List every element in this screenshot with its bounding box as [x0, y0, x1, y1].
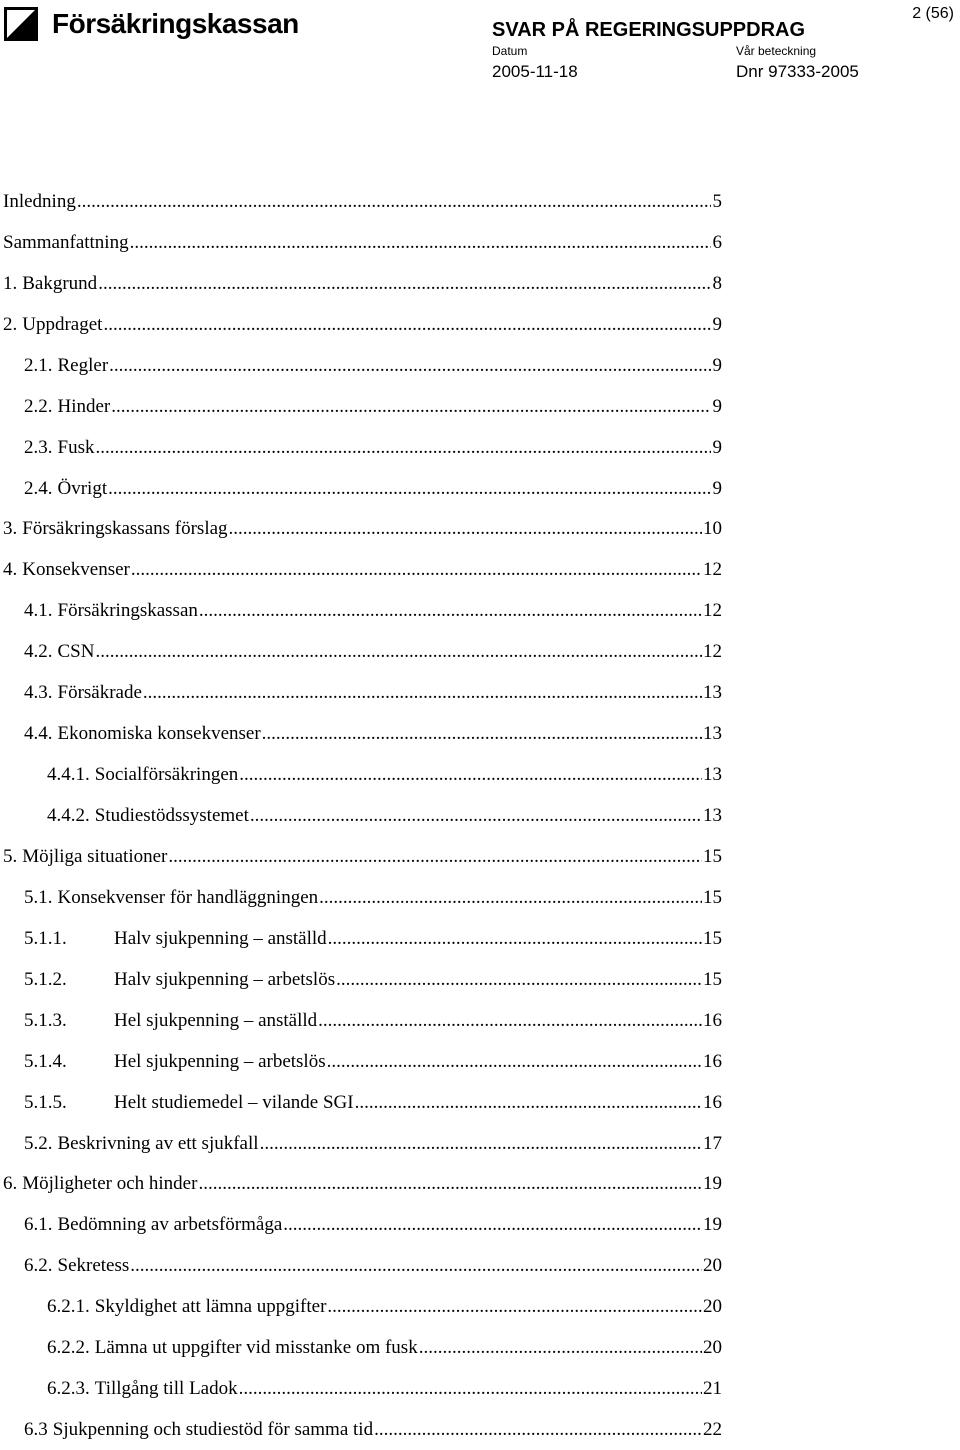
- toc-entry-page: 21: [703, 1378, 722, 1400]
- toc-entry-title: Lämna ut uppgifter vid misstanke om fusk: [94, 1337, 418, 1359]
- toc-dot-leader: [229, 519, 702, 538]
- page-number: 2 (56): [912, 5, 954, 22]
- toc-dot-leader: [130, 1256, 702, 1275]
- toc-entry-number: 2.1.: [24, 354, 53, 376]
- toc-entry-page: 16: [703, 1050, 722, 1072]
- toc-entry-title: Socialförsäkringen: [94, 764, 239, 786]
- toc-dot-leader: [143, 683, 702, 702]
- toc-entry[interactable]: [0, 877, 722, 918]
- toc-dot-leader: [260, 1134, 702, 1153]
- toc-entry[interactable]: [0, 468, 722, 509]
- toc-entry-number: 4.4.1.: [47, 764, 90, 786]
- toc-entry-title: Ekonomiska konsekvenser: [57, 723, 261, 745]
- toc-entry-page: 20: [703, 1337, 722, 1359]
- toc-entry-number: 5.1.1.: [24, 927, 67, 949]
- toc-entry-number: 6.2.3.: [47, 1378, 90, 1400]
- toc-entry-number: 6.3: [24, 1419, 48, 1441]
- toc-entry[interactable]: [0, 181, 722, 222]
- toc-entry-title: Sjukpenning och studiestöd för samma tid: [52, 1419, 374, 1441]
- toc-entry-page: 22: [703, 1419, 722, 1441]
- toc-entry-title: Försäkringskassan: [57, 600, 198, 622]
- toc-entry[interactable]: [0, 304, 722, 345]
- toc-entry[interactable]: [0, 959, 722, 1000]
- toc-dot-leader: [95, 642, 702, 661]
- toc-dot-leader: [239, 765, 702, 784]
- table-of-contents: [0, 181, 722, 1450]
- toc-dot-leader: [77, 192, 711, 211]
- date-label: Datum: [492, 44, 528, 58]
- toc-dot-leader: [109, 356, 711, 375]
- reference-value: Dnr 97333-2005: [736, 62, 859, 81]
- toc-entry[interactable]: [0, 427, 722, 468]
- toc-entry-page: 8: [712, 272, 722, 294]
- toc-entry-page: 9: [712, 354, 722, 376]
- toc-entry-number: 5.1.4.: [24, 1050, 67, 1072]
- toc-entry-page: 5: [712, 190, 722, 212]
- toc-entry[interactable]: [0, 509, 722, 550]
- logo-text: Försäkringskassan: [52, 8, 299, 39]
- toc-entry-title: Försäkrade: [57, 682, 142, 704]
- toc-dot-leader: [239, 1379, 702, 1398]
- toc-entry-page: 12: [703, 559, 722, 581]
- toc-entry-title: Övrigt: [57, 477, 108, 499]
- toc-entry-title: Helt studiemedel – vilande SGI: [114, 1091, 354, 1113]
- toc-entry[interactable]: [0, 1164, 722, 1205]
- toc-entry[interactable]: [0, 713, 722, 754]
- toc-dot-leader: [250, 806, 702, 825]
- toc-entry-title: Sekretess: [57, 1255, 130, 1277]
- toc-entry-number: 5.: [3, 845, 18, 867]
- toc-dot-leader: [108, 479, 711, 498]
- toc-entry-title: Bakgrund: [22, 272, 98, 294]
- toc-entry[interactable]: [0, 1123, 722, 1164]
- toc-entry-number: 2.2.: [24, 395, 53, 417]
- toc-entry-title: Möjligheter och hinder: [22, 1173, 198, 1195]
- toc-entry-page: 16: [703, 1009, 722, 1031]
- toc-entry-number: 4.4.: [24, 723, 53, 745]
- toc-entry-title: Studiestödssystemet: [94, 805, 249, 827]
- toc-entry-number: 6.1.: [24, 1214, 53, 1236]
- toc-entry-page: 9: [712, 313, 722, 335]
- toc-dot-leader: [355, 1093, 702, 1112]
- toc-entry[interactable]: [0, 1245, 722, 1286]
- toc-entry-page: 10: [703, 518, 722, 540]
- toc-entry-page: 13: [703, 805, 722, 827]
- toc-entry-title: Hel sjukpenning – arbetslös: [114, 1050, 326, 1072]
- toc-entry-page: 6: [712, 231, 722, 253]
- toc-entry-title: Möjliga situationer: [22, 845, 168, 867]
- reference-label: Vår beteckning: [736, 44, 817, 58]
- toc-entry-title: Konsekvenser för handläggningen: [57, 886, 319, 908]
- toc-entry[interactable]: [0, 1368, 722, 1409]
- toc-entry-page: 12: [703, 641, 722, 663]
- toc-entry-page: 13: [703, 723, 722, 745]
- toc-entry-title: Tillgång till Ladok: [94, 1378, 238, 1400]
- toc-entry-title: CSN: [57, 641, 95, 663]
- toc-entry[interactable]: [0, 1082, 722, 1123]
- toc-entry-page: 19: [703, 1173, 722, 1195]
- toc-entry-title: Fusk: [57, 436, 95, 458]
- toc-entry-number: 5.1.: [24, 886, 53, 908]
- toc-entry-title: Sammanfattning: [3, 231, 129, 253]
- toc-dot-leader: [328, 929, 702, 948]
- toc-entry-number: 4.1.: [24, 600, 53, 622]
- toc-dot-leader: [111, 397, 711, 416]
- toc-dot-leader: [103, 315, 711, 334]
- toc-entry-page: 13: [703, 764, 722, 786]
- toc-dot-leader: [336, 970, 702, 989]
- toc-entry-number: 2.: [3, 313, 18, 335]
- toc-entry-number: 6.2.: [24, 1255, 53, 1277]
- toc-entry-number: 5.1.2.: [24, 968, 67, 990]
- toc-dot-leader: [327, 1297, 702, 1316]
- toc-dot-leader: [318, 1011, 702, 1030]
- toc-entry-page: 12: [703, 600, 722, 622]
- toc-entry[interactable]: [0, 631, 722, 672]
- toc-entry-number: 6.: [3, 1173, 18, 1195]
- logo: [4, 4, 299, 44]
- toc-entry-title: Försäkringskassans förslag: [22, 518, 228, 540]
- toc-entry-title: Beskrivning av ett sjukfall: [57, 1132, 259, 1154]
- toc-dot-leader: [130, 233, 711, 252]
- toc-entry-title: Halv sjukpenning – anställd: [114, 927, 327, 949]
- toc-entry-page: 15: [703, 886, 722, 908]
- toc-entry-title: Bedömning av arbetsförmåga: [57, 1214, 283, 1236]
- toc-dot-leader: [95, 438, 711, 457]
- toc-entry-title: Hel sjukpenning – anställd: [114, 1009, 318, 1031]
- toc-entry-number: 5.2.: [24, 1132, 53, 1154]
- toc-entry-number: 2.4.: [24, 477, 53, 499]
- toc-entry[interactable]: [0, 795, 722, 836]
- toc-entry-page: 15: [703, 968, 722, 990]
- toc-entry[interactable]: [0, 918, 722, 959]
- toc-dot-leader: [98, 274, 711, 293]
- toc-entry[interactable]: [0, 1204, 722, 1245]
- toc-entry[interactable]: [0, 1041, 722, 1082]
- toc-entry[interactable]: [0, 1000, 722, 1041]
- toc-entry-number: 3.: [3, 518, 18, 540]
- toc-entry-number: 2.3.: [24, 436, 53, 458]
- document-type: SVAR PÅ REGERINGSUPPDRAG: [492, 19, 806, 41]
- toc-entry-page: 19: [703, 1214, 722, 1236]
- page-header: [0, 0, 960, 90]
- toc-dot-leader: [327, 1052, 702, 1071]
- toc-entry-page: 13: [703, 682, 722, 704]
- toc-entry-page: 16: [703, 1091, 722, 1113]
- toc-entry[interactable]: [0, 672, 722, 713]
- toc-dot-leader: [199, 601, 702, 620]
- toc-entry-number: 6.2.1.: [47, 1296, 90, 1318]
- toc-entry-page: 20: [703, 1296, 722, 1318]
- toc-entry[interactable]: [0, 263, 722, 304]
- toc-entry[interactable]: [0, 1286, 722, 1327]
- toc-dot-leader: [198, 1174, 702, 1193]
- toc-entry-number: 4.3.: [24, 682, 53, 704]
- toc-entry[interactable]: [0, 836, 722, 877]
- toc-entry[interactable]: [0, 345, 722, 386]
- toc-entry-title: Uppdraget: [22, 313, 103, 335]
- toc-entry-title: Halv sjukpenning – arbetslös: [114, 968, 336, 990]
- toc-dot-leader: [131, 560, 702, 579]
- toc-dot-leader: [319, 888, 702, 907]
- toc-entry[interactable]: [0, 549, 722, 590]
- toc-entry-page: 9: [712, 436, 722, 458]
- toc-dot-leader: [168, 847, 702, 866]
- toc-entry-page: 9: [712, 395, 722, 417]
- toc-entry-page: 15: [703, 845, 722, 867]
- toc-entry-page: 20: [703, 1255, 722, 1277]
- toc-entry[interactable]: [0, 1327, 722, 1368]
- toc-entry-number: 4.2.: [24, 641, 53, 663]
- toc-entry[interactable]: [0, 590, 722, 631]
- toc-entry-number: 5.1.3.: [24, 1009, 67, 1031]
- toc-entry[interactable]: [0, 386, 722, 427]
- toc-entry[interactable]: [0, 754, 722, 795]
- toc-entry-number: 1.: [3, 272, 18, 294]
- toc-entry-page: 17: [703, 1132, 722, 1154]
- toc-entry-page: 15: [703, 927, 722, 949]
- toc-dot-leader: [374, 1420, 702, 1439]
- toc-dot-leader: [419, 1338, 702, 1357]
- date-value: 2005-11-18: [492, 62, 578, 81]
- toc-entry-title: Inledning: [3, 190, 76, 212]
- toc-entry-number: 6.2.2.: [47, 1337, 90, 1359]
- toc-entry-number: 4.: [3, 559, 18, 581]
- toc-entry-title: Konsekvenser: [22, 559, 130, 581]
- forsakringskassan-emblem-icon: [4, 7, 38, 41]
- toc-entry[interactable]: [0, 222, 722, 263]
- toc-entry-title: Skyldighet att lämna uppgifter: [94, 1296, 327, 1318]
- toc-dot-leader: [262, 724, 702, 743]
- toc-entry-page: 9: [712, 477, 722, 499]
- toc-entry-title: Hinder: [57, 395, 111, 417]
- toc-dot-leader: [283, 1215, 702, 1234]
- toc-entry-number: 4.4.2.: [47, 805, 90, 827]
- toc-entry-title: Regler: [57, 354, 109, 376]
- toc-entry-number: 5.1.5.: [24, 1091, 67, 1113]
